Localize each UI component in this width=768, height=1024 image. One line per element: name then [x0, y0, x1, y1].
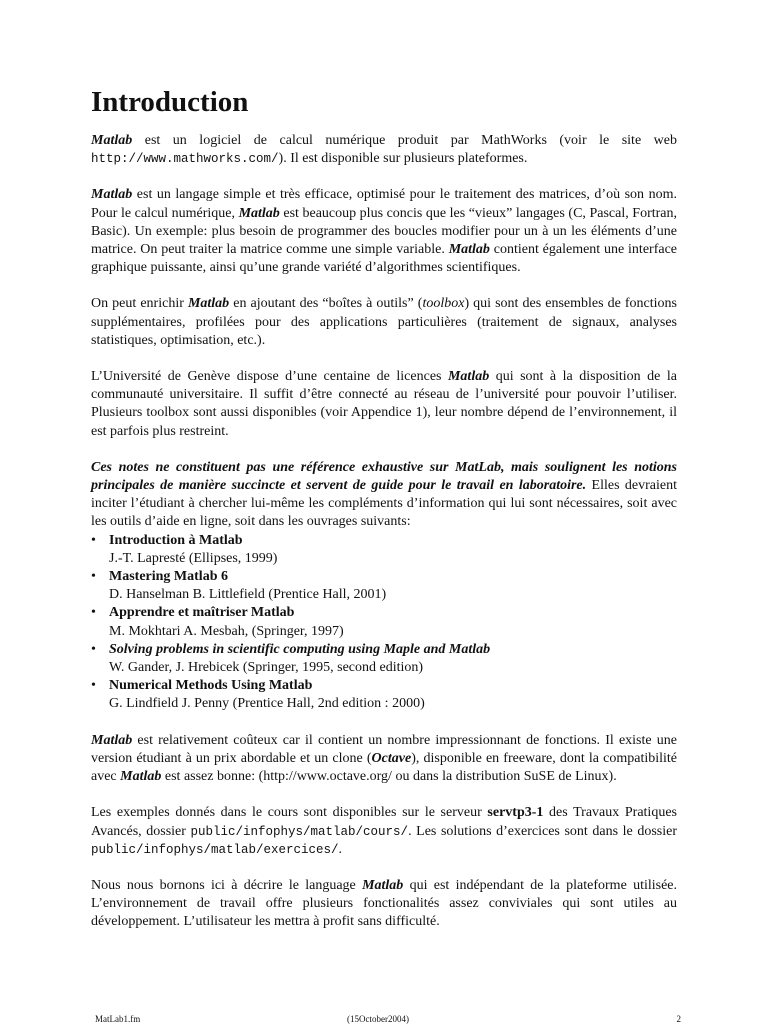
paragraph-notes: Ces notes ne constituent pas une référence exhaustive sur MatLab, mais soulignent les notions principales de manière succincte et servent de guide pour le travail en laboratoire. Elles devraient inciter l’étudiant à chercher lui-même les compléments d’information qui lui sont nécessaires, soit avec les outils d’aide en ligne, soit dans les ouvrages suivants: — [91, 459, 677, 530]
bullet-icon: • — [91, 569, 96, 585]
footer-filename: MatLab1.fm — [95, 1014, 141, 1024]
paragraph-university: L’Université de Genève dispose d’une centaine de licences Matlab qui sont à la disposition de la communauté universitaire. Il suffit d’être connecté au réseau de l’université pour pouvoir l’utiliser. Plusieurs toolbox sont aussi disponibles (voir Appendice 1), leur nombre dépend de l’environnement, il est parfois plus restreint. — [91, 369, 677, 439]
book-author: J.-T. Lapresté (Ellipses, 1999) — [109, 550, 278, 566]
page-title: Introduction — [91, 86, 249, 118]
book-title: Apprendre et maîtriser Matlab — [109, 605, 295, 621]
mathworks-link[interactable]: http://www.mathworks.com/ — [91, 152, 279, 167]
list-item — [91, 532, 677, 568]
paragraph-language: Matlab est un langage simple et très efficace, optimisé pour le traitement des matrices, d’où son nom. Pour le calcul numérique, Matlab est beaucoup plus concis que les “vieux” langages (C, Pascal, Fortran, Basic). Un exemple: plus besoin de programmer des boucles modifier pour un à un les éléments d’une matrice. On peut traiter la matrice comme une simple variable. Matlab contient également une interface graphique puissante, ainsi qu’une grande variété d’algorithmes scientifiques. — [91, 187, 677, 276]
document-page — [91, 82, 677, 950]
book-title: Mastering Matlab 6 — [109, 569, 228, 585]
bullet-icon: • — [91, 532, 96, 548]
paragraph-examples: Les exemples donnés dans le cours sont disponibles sur le serveur servtp3-1 des Travaux Pratiques Avancés, dossier public/infophys/matlab/cours/. Les solutions d’exercices sont dans le dossier public/infophys/matlab/exercices/. — [91, 805, 677, 857]
book-title: Introduction à Matlab — [109, 532, 243, 548]
paragraph-cost: Matlab est relativement coûteux car il contient un nombre impressionnant de fonctions. Il existe une version étudiant à un prix abordable et un clone (Octave), disponible en freeware, dont la compatibilité avec Matlab est assez bonne: (http://www.octave.org/ ou dans la distribution SuSE de Linux). — [91, 732, 677, 785]
book-author: W. Gander, J. Hrebicek (Springer, 1995, second edition) — [109, 660, 424, 676]
book-title: Solving problems in scientific computing using Maple and Matlab — [109, 641, 491, 657]
footer-page-number: 2 — [676, 1014, 681, 1024]
book-author: D. Hanselman B. Littlefield (Prentice Hall, 2001) — [109, 587, 387, 603]
bullet-icon: • — [91, 641, 96, 657]
exercise-path: public/infophys/matlab/exercices/ — [91, 842, 339, 857]
paragraph-intro: Matlab est un logiciel de calcul numérique produit par MathWorks (voir le site web http://www.mathworks.com/). Il est disponible sur plusieurs plateformes. — [91, 133, 677, 167]
book-title: Numerical Methods Using Matlab — [109, 678, 313, 694]
paragraph-toolbox: On peut enrichir Matlab en ajoutant des “boîtes à outils” (toolbox) qui sont des ensembles de fonctions supplémentaires, profilées pour des applications particulières (traitement de signaux, analyses statistiques, optimisation, etc.). — [91, 296, 677, 348]
footer-date: (15October2004) — [347, 1014, 409, 1024]
list-item — [91, 641, 677, 677]
reference-list — [91, 532, 677, 714]
paragraph-scope: Nous nous bornons ici à décrire le language Matlab qui est indépendant de la plateforme utilisée. L’environnement de travail offre plusieurs fonctionalités assez conviviales qui sont utiles au développement. L’utilisateur les mettra à profit sans difficulté. — [91, 877, 678, 930]
book-author: M. Mokhtari A. Mesbah, (Springer, 1997) — [109, 623, 344, 639]
bullet-icon: • — [91, 678, 96, 694]
bullet-icon: • — [91, 605, 96, 621]
list-item — [91, 604, 677, 640]
course-path: public/infophys/matlab/cours/ — [190, 824, 409, 839]
list-item — [91, 677, 677, 713]
list-item — [91, 568, 677, 604]
book-author: G. Lindfield J. Penny (Prentice Hall, 2nd edition : 2000) — [109, 696, 425, 712]
